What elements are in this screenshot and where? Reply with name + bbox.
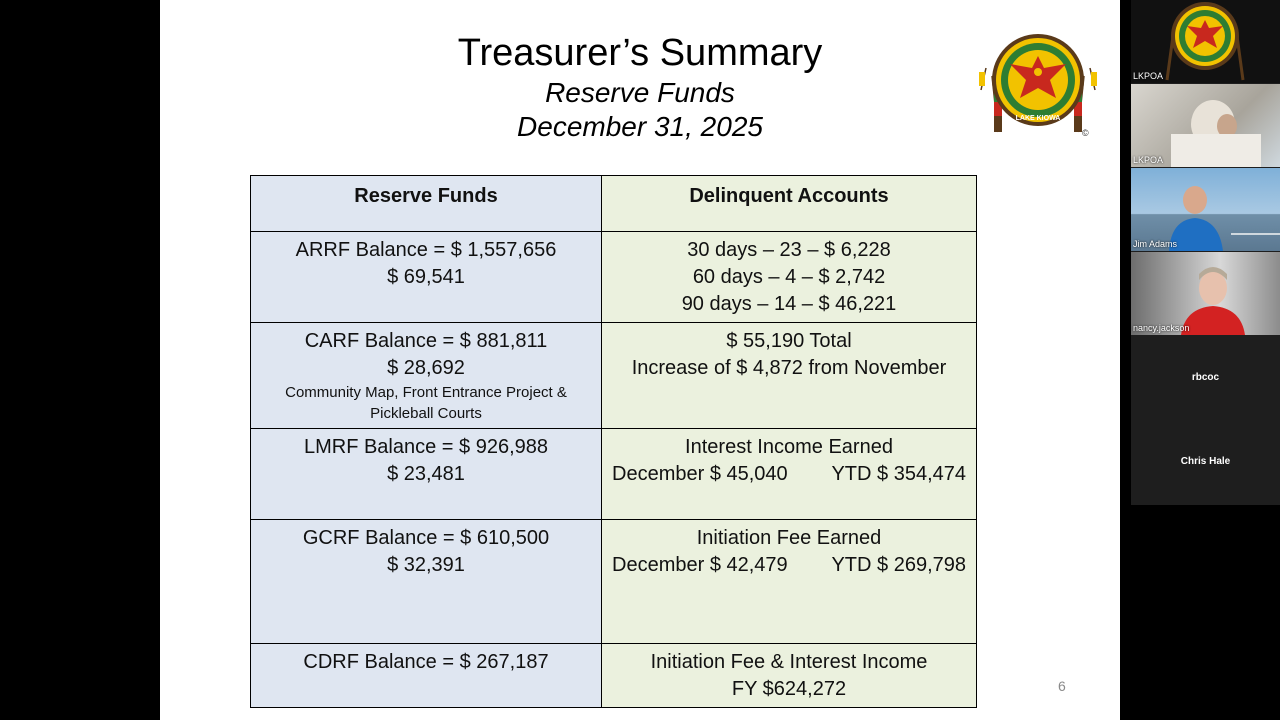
participants-panel xyxy=(1131,0,1280,505)
slide-subtitle: Reserve Funds xyxy=(545,77,735,108)
initiation-fee-title: Initiation Fee Earned xyxy=(696,527,882,549)
participant-name: rbcoc xyxy=(1191,372,1220,383)
delinquent-30-days: 30 days – 23 – $ 6,228 xyxy=(687,239,891,261)
table-row xyxy=(251,323,977,429)
carf-amount: $ 28,692 xyxy=(387,357,465,379)
participant-name: LKPOA xyxy=(1133,155,1164,165)
lmrf-amount: $ 23,481 xyxy=(387,463,465,485)
lake-kiowa-logo xyxy=(978,28,1098,140)
delinquent-increase: Increase of $ 4,872 from November xyxy=(631,357,947,379)
fy-income-cell xyxy=(602,644,977,708)
initiation-fee-cell xyxy=(602,520,977,644)
slide-title: Treasurer’s Summary xyxy=(457,32,823,74)
treasurer-table xyxy=(250,175,977,708)
arrf-cell xyxy=(251,232,602,323)
participant-tile[interactable] xyxy=(1131,420,1280,503)
fy-income-title: Initiation Fee & Interest Income xyxy=(650,651,928,673)
participant-name: Jim Adams xyxy=(1133,239,1178,249)
cdrf-cell xyxy=(251,644,602,708)
delinquent-90-days: 90 days – 14 – $ 46,221 xyxy=(681,293,897,315)
delinquent-total: $ 55,190 Total xyxy=(726,330,852,352)
svg-text:©: © xyxy=(1082,128,1089,138)
table-row xyxy=(251,232,977,323)
carf-note-1: Community Map, Front Entrance Project & xyxy=(285,384,567,401)
carf-balance: CARF Balance = $ 881,811 xyxy=(304,330,548,352)
participant-tile[interactable] xyxy=(1131,252,1280,335)
gcrf-balance: GCRF Balance = $ 610,500 xyxy=(302,527,550,549)
lmrf-cell xyxy=(251,429,602,520)
gcrf-cell xyxy=(251,520,602,644)
fy-income-amount: FY $624,272 xyxy=(731,678,847,700)
carf-cell xyxy=(251,323,602,429)
delinquent-days-cell xyxy=(602,232,977,323)
initiation-fee-december: December $ 42,479 xyxy=(612,554,788,576)
header-delinquent-accounts: Delinquent Accounts xyxy=(602,176,977,232)
initiation-fee-ytd: YTD $ 269,798 xyxy=(831,554,966,576)
delinquent-total-cell xyxy=(602,323,977,429)
interest-income-cell xyxy=(602,429,977,520)
interest-income-december: December $ 45,040 xyxy=(612,463,788,485)
gcrf-amount: $ 32,391 xyxy=(387,554,465,576)
arrf-balance: ARRF Balance = $ 1,557,656 xyxy=(295,239,557,261)
interest-income-ytd: YTD $ 354,474 xyxy=(831,463,966,485)
presentation-slide xyxy=(160,0,1120,720)
cdrf-balance: CDRF Balance = $ 267,187 xyxy=(303,651,549,673)
participant-tile[interactable] xyxy=(1131,0,1280,83)
arrf-amount: $ 69,541 xyxy=(387,266,465,288)
delinquent-60-days: 60 days – 4 – $ 2,742 xyxy=(692,266,886,288)
participant-name: Chris Hale xyxy=(1180,456,1231,467)
header-reserve-funds: Reserve Funds xyxy=(251,176,602,232)
participant-tile[interactable] xyxy=(1131,84,1280,167)
participant-name: nancy.jackson xyxy=(1133,323,1190,333)
participant-tile[interactable] xyxy=(1131,336,1280,419)
participant-name: LKPOA xyxy=(1133,71,1164,81)
table-row xyxy=(251,520,977,644)
logo-text: LAKE KIOWA xyxy=(1015,115,1061,122)
lmrf-balance: LMRF Balance = $ 926,988 xyxy=(303,436,549,458)
interest-income-title: Interest Income Earned xyxy=(685,436,893,458)
carf-note-2: Pickleball Courts xyxy=(370,405,482,422)
slide-date: December 31, 2025 xyxy=(517,111,763,142)
slide-number: 6 xyxy=(1058,678,1066,694)
table-row xyxy=(251,429,977,520)
table-row xyxy=(251,644,977,708)
participant-tile[interactable] xyxy=(1131,168,1280,251)
